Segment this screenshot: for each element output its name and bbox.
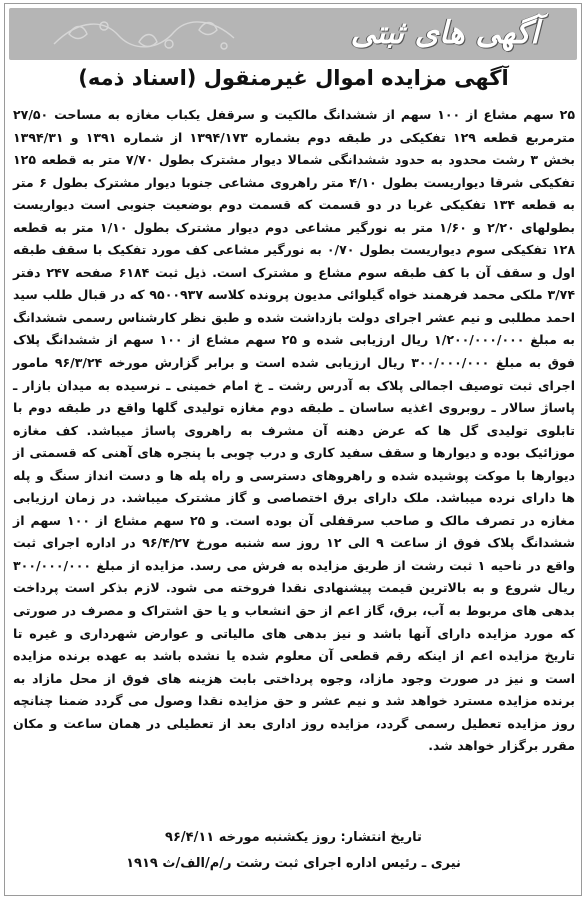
floral-ornament-icon — [49, 14, 239, 54]
notice-heading: آگهی مزایده اموال غیرمنقول (اسناد ذمه) — [78, 66, 509, 90]
notice-body: ۲۵ سهم مشاع از ۱۰۰ سهم از ششدانگ مالکیت و سرقفل یکباب مغازه به مساحت ۲۷/۵۰ مترمربع قطعه ۱۲۹ تفکیکی در طبقه دوم بشماره ۱۳۹۴/۱۷۳ از شماره ۱۳۹۱ و ۱۳۹۴/۳۱ بخش ۳ رشت محدود به حدود ششدانگی شمالا دیوار مشترک بطول ۷/۷۰ متر به قطعه ۱۲۵ تفکیکی شرقا دیواریست بطول ۴/۱۰ متر راهروی مشاعی جنوبا دیوار مشترک بطول ۶ متر به قطعه ۱۳۴ تفکیکی غربا در دو قسمت که قسمت دوم بوضعیت جنوبی است دیواریست بطولهای ۲/۲۰ و ۱/۶۰ متر به نورگیر مشاعی دوم دیوار مشترک بطول ۱/۱۰ متر به قطعه ۱۲۸ تفکیکی سوم دیواریست بطول ۰/۷۰ به نورگیر مشاعی کف مورد تفکیک با سقف طبقه اول و سقف آن با کف طبقه سوم مشاع و مشترک است. ذیل ثبت ۶۱۸۴ صفحه ۲۴۷ دفتر ۳/۷۴ ملکی محمد فرهمند خواه گیلوائی مدیون پرونده کلاسه ۹۵۰۰۹۳۷ که در قبال طلب سید احمد مطلبی و نیم عشر اجرای دولت بازداشت شده و طبق نظر کارشناس رسمی ششدانگ به مبلغ ۱/۲۰۰/۰۰۰/۰۰۰ ریال ارزیابی شده و ۲۵ سهم مشاع از ۱۰۰ سهم از ششدانگ پلاک فوق به مبلغ ۳۰۰/۰۰۰/۰۰۰ ریال ارزیابی شده است و برابر گزارش مورخه ۹۶/۳/۲۴ مامور اجرای ثبت توصیف اجمالی پلاک به آدرس رشت ـ خ امام خمینی ـ نرسیده به میدان بازار ـ پاساژ سالار ـ روبروی اغذیه ساسان ـ طبقه دوم مغازه تولیدی گلها واقع در طبقه دوم با تابلوی تولیدی گل ها که عرض دهنه آن مشرف به راهروی پاساژ میباشد. کف مغازه موزائیک بوده و دیوارها و سقف سفید کاری و درب چوبی با پنجره های آهنی که قسمتی از دیوارها با موکت پوشیده شده و راهروهای دسترسی و راه پله ها و دست انداز سنگ و پله ها دارای نرده میباشد. ملک دارای برق اختصاصی و گاز مشترک میباشد. در زمان ارزیابی مغازه در تصرف مالک و صاحب سرقفلی آن بوده است. و ۲۵ سهم مشاع از ۱۰۰ سهم از ششدانگ پلاک فوق از ساعت ۹ الی ۱۲ روز سه شنبه مورخ ۹۶/۴/۲۷ در اداره اجرای ثبت واقع در ناحیه ۱ ثبت رشت از طریق مزایده به فرش می رسد. مزایده از مبلغ ۳۰۰/۰۰۰/۰۰۰ ریال شروع و به بالاترین قیمت پیشنهادی نقدا فروخته می شود. لازم بذکر است پرداخت بدهی های مربوط به آب، برق، گاز اعم از حق انشعاب و یا حق اشتراک و مصرف در صورتی که مورد مزایده دارای آنها باشد و نیز بدهی های مالیاتی و عوارض شهرداری و غیره تا تاریخ مزایده اعم از اینکه رقم قطعی آن معلوم شده یا نشده باشد به عهده برنده مزایده است و نیز در صورت وجود مازاد، وجوه پرداختی بابت هزینه های فوق از محل مازاد به برنده مزایده مسترد خواهد شد و نیم عشر و حق مزایده نقدا وصول می گردد ضمنا چنانچه روز مزایده تعطیل رسمی گردد، مزایده روز اداری بعد از تعطیلی در همان ساعت و مکان مقرر برگزار خواهد شد. — [13, 107, 576, 754]
banner-title: آگهی های ثبتی — [350, 15, 539, 51]
publication-date: تاریخ انتشار: روز یکشنبه مورخه ۹۶/۴/۱۱ — [165, 830, 422, 845]
signature-line: نیری ـ رئیس اداره اجرای ثبت رشت ر/م/الف/ث ۱۹۱۹ — [126, 856, 461, 871]
section-banner — [9, 8, 577, 60]
